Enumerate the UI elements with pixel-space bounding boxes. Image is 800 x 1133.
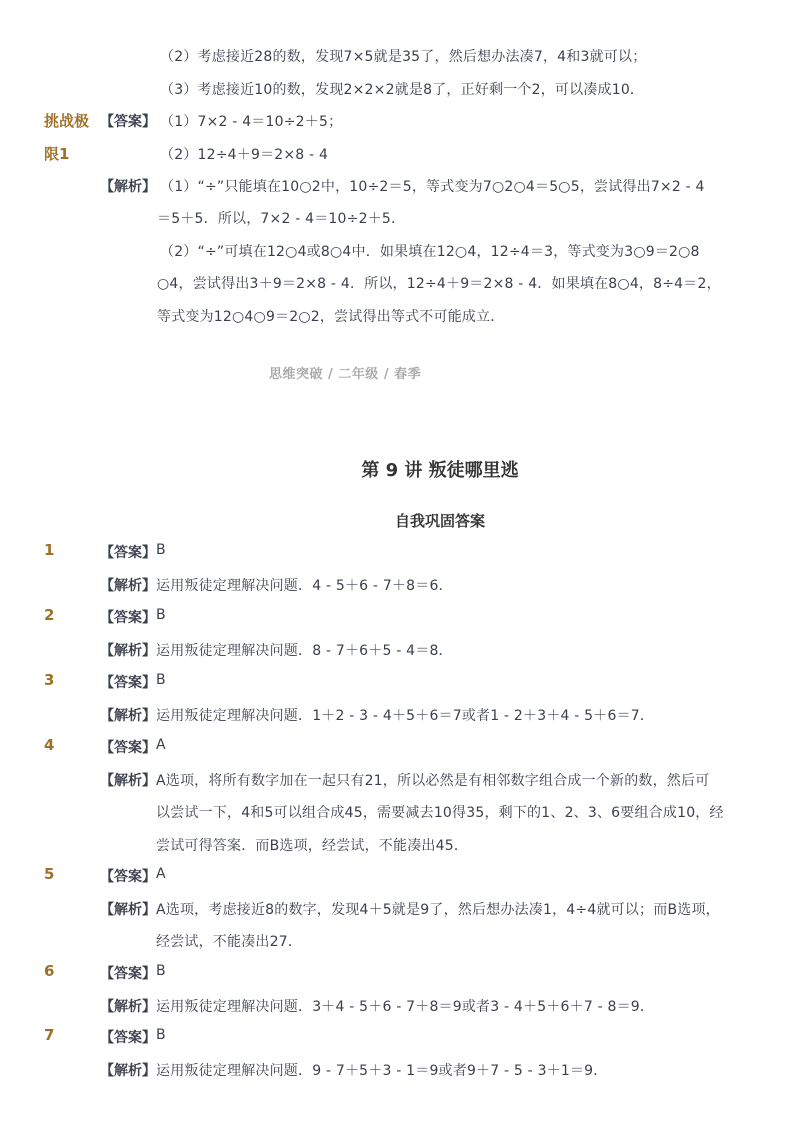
item-number: 1 [44, 541, 55, 559]
item-answer: A [156, 737, 166, 753]
top-line-2: （3）考虑接近10的数，发现2×2×2就是8了，正好剩一个2，可以凑成10． [160, 82, 645, 98]
item-analysis-line: A选项，考虑接近8的数字，发现4＋5就是9了，然后想办法凑1，4÷4就可以；而B选项， [156, 901, 720, 918]
item-answer: B [156, 963, 166, 979]
item-answer-tag: 【答案】 [100, 1030, 156, 1046]
challenge-label-2: 限1 [44, 145, 70, 163]
challenge-analysis-2c: 等式变为12○4○9＝2○2，尝试得出等式不可能成立． [157, 309, 505, 325]
item-analysis-line: 运用叛徒定理解决问题．1＋2 - 3 - 4＋5＋6＝7或者1 - 2＋3＋4 - 5＋6＝7． [156, 707, 655, 724]
item-number: 2 [44, 606, 55, 624]
item-analysis-line: 运用叛徒定理解决问题．3＋4 - 5＋6 - 7＋8＝9或者3 - 4＋5＋6＋7 - 8＝9． [156, 998, 655, 1015]
item-number: 3 [44, 671, 55, 689]
item-answer-tag: 【答案】 [100, 610, 156, 626]
item-answer: A [156, 866, 166, 882]
item-answer-tag: 【答案】 [100, 966, 156, 982]
item-answer-tag: 【答案】 [100, 740, 156, 756]
challenge-answer-2: （2）12÷4＋9＝2×8 - 4 [160, 147, 329, 163]
item-answer-tag: 【答案】 [100, 869, 156, 885]
item-analysis-tag: 【解析】 [100, 772, 156, 789]
item-number: 6 [44, 962, 55, 980]
item-analysis-line: 运用叛徒定理解决问题．8 - 7＋6＋5 - 4＝8． [156, 642, 453, 659]
section-title: 第 9 讲 叛徒哪里逃 [361, 460, 519, 481]
challenge-answer-1: （1）7×2 - 4＝10÷2＋5； [160, 114, 343, 130]
item-analysis-line: 运用叛徒定理解决问题．4 - 5＋6 - 7＋8＝6． [156, 577, 453, 594]
item-analysis-line: 尝试可得答案．而B选项，经尝试，不能凑出45． [156, 837, 469, 854]
item-number: 4 [44, 736, 55, 754]
item-analysis-line: 经尝试，不能凑出27． [156, 934, 303, 950]
item-answer: B [156, 542, 166, 558]
item-analysis-tag: 【解析】 [100, 901, 156, 918]
item-answer-tag: 【答案】 [100, 675, 156, 691]
item-analysis-line: 以尝试一下，4和5可以组合成45，需要减去10得35，剩下的1、2、3、6要组合成10，经 [156, 805, 724, 821]
item-answer: B [156, 672, 166, 688]
challenge-analysis-1b: ＝5＋5．所以，7×2 - 4＝10÷2＋5． [157, 211, 406, 227]
challenge-analysis-2b: ○4，尝试得出3＋9＝2×8 - 4．所以，12÷4＋9＝2×8 - 4．如果填在8○4，8÷4＝2， [157, 276, 721, 292]
item-analysis-tag: 【解析】 [100, 642, 156, 659]
item-number: 7 [44, 1026, 55, 1044]
item-analysis-tag: 【解析】 [100, 707, 156, 724]
item-analysis-line: 运用叛徒定理解决问题．9 - 7＋5＋3 - 1＝9或者9＋7 - 5 - 3＋1＝9． [156, 1062, 608, 1079]
challenge-analysis-tag: 【解析】 [100, 179, 156, 195]
item-answer: B [156, 607, 166, 623]
item-analysis-line: A选项，将所有数字加在一起只有21，所以必然是有相邻数字组合成一个新的数，然后可 [156, 772, 710, 789]
challenge-analysis-2a: （2）“÷”可填在12○4或8○4中．如果填在12○4，12÷4＝3，等式变为3○9＝2○8 [160, 244, 700, 260]
item-number: 5 [44, 865, 55, 883]
item-analysis-tag: 【解析】 [100, 1062, 156, 1079]
challenge-label-1: 挑战极 [44, 112, 90, 130]
top-line-1: （2）考虑接近28的数，发现7×5就是35了，然后想办法凑7，4和3就可以； [160, 49, 647, 65]
item-analysis-tag: 【解析】 [100, 577, 156, 594]
item-answer-tag: 【答案】 [100, 545, 156, 561]
page-footer: 思维突破 / 二年级 / 春季 [269, 367, 422, 382]
challenge-analysis-1a: （1）“÷”只能填在10○2中，10÷2＝5，等式变为7○2○4＝5○5，尝试得出7×2 - 4 [160, 179, 705, 195]
item-answer: B [156, 1027, 166, 1043]
item-analysis-tag: 【解析】 [100, 998, 156, 1015]
challenge-answer-tag: 【答案】 [100, 114, 156, 130]
section-subtitle: 自我巩固答案 [394, 512, 485, 530]
